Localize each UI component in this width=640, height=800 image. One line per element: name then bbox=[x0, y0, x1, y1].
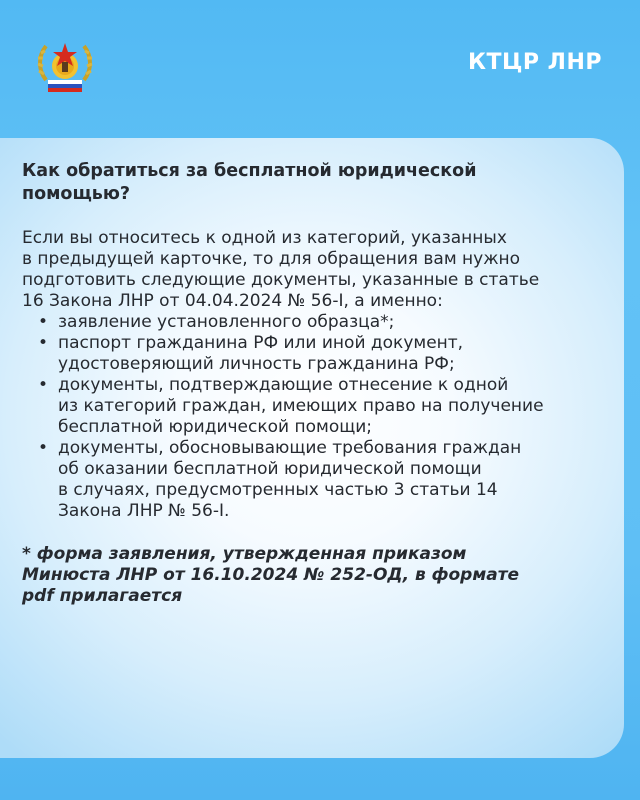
footnote-line: Минюста ЛНР от 16.10.2024 № 252-ОД, в формате bbox=[22, 565, 520, 585]
intro-line: 16 Закона ЛНР от 04.04.2024 № 56-I, а именно: bbox=[22, 291, 443, 311]
list-item bbox=[36, 333, 612, 375]
list-item-line: заявление установленного образца*; bbox=[58, 312, 395, 332]
footnote-line: * форма заявления, утвержденная приказом bbox=[22, 544, 467, 564]
list-item bbox=[36, 312, 612, 333]
bullet-icon: • bbox=[38, 438, 49, 458]
title-line: Как обратиться за бесплатной юридической bbox=[22, 161, 477, 181]
bullet-icon: • bbox=[38, 312, 49, 332]
footnote-line: pdf прилагается bbox=[22, 586, 183, 606]
intro-line: в предыдущей карточке, то для обращения вам нужно bbox=[22, 249, 521, 269]
lnr-coat-of-arms-icon bbox=[34, 36, 96, 98]
list-item-line: из категорий граждан, имеющих право на получение bbox=[58, 396, 544, 416]
title-line: помощью? bbox=[22, 184, 131, 204]
list-item-line: бесплатной юридической помощи; bbox=[58, 417, 373, 437]
list-item-line: Закона ЛНР № 56-I. bbox=[58, 501, 230, 521]
list-item-line: документы, подтверждающие отнесение к одной bbox=[58, 375, 509, 395]
documents-list bbox=[22, 312, 612, 522]
list-item-line: паспорт гражданина РФ или иной документ, bbox=[58, 333, 464, 353]
brand-label: КТЦР ЛНР bbox=[468, 50, 602, 75]
intro-paragraph bbox=[22, 228, 612, 312]
card-content bbox=[22, 160, 612, 607]
list-item-line: об оказании бесплатной юридической помощи bbox=[58, 459, 482, 479]
intro-line: Если вы относитесь к одной из категорий, указанных bbox=[22, 228, 507, 248]
list-item-line: документы, обосновывающие требования граждан bbox=[58, 438, 522, 458]
footnote bbox=[22, 544, 612, 607]
card-title bbox=[22, 160, 612, 206]
bullet-icon: • bbox=[38, 333, 49, 353]
emblem bbox=[34, 36, 96, 98]
list-item-line: удостоверяющий личность гражданина РФ; bbox=[58, 354, 455, 374]
intro-line: подготовить следующие документы, указанные в статье bbox=[22, 270, 540, 290]
bullet-icon: • bbox=[38, 375, 49, 395]
list-item bbox=[36, 438, 612, 522]
list-item bbox=[36, 375, 612, 438]
list-item-line: в случаях, предусмотренных частью 3 статьи 14 bbox=[58, 480, 498, 500]
